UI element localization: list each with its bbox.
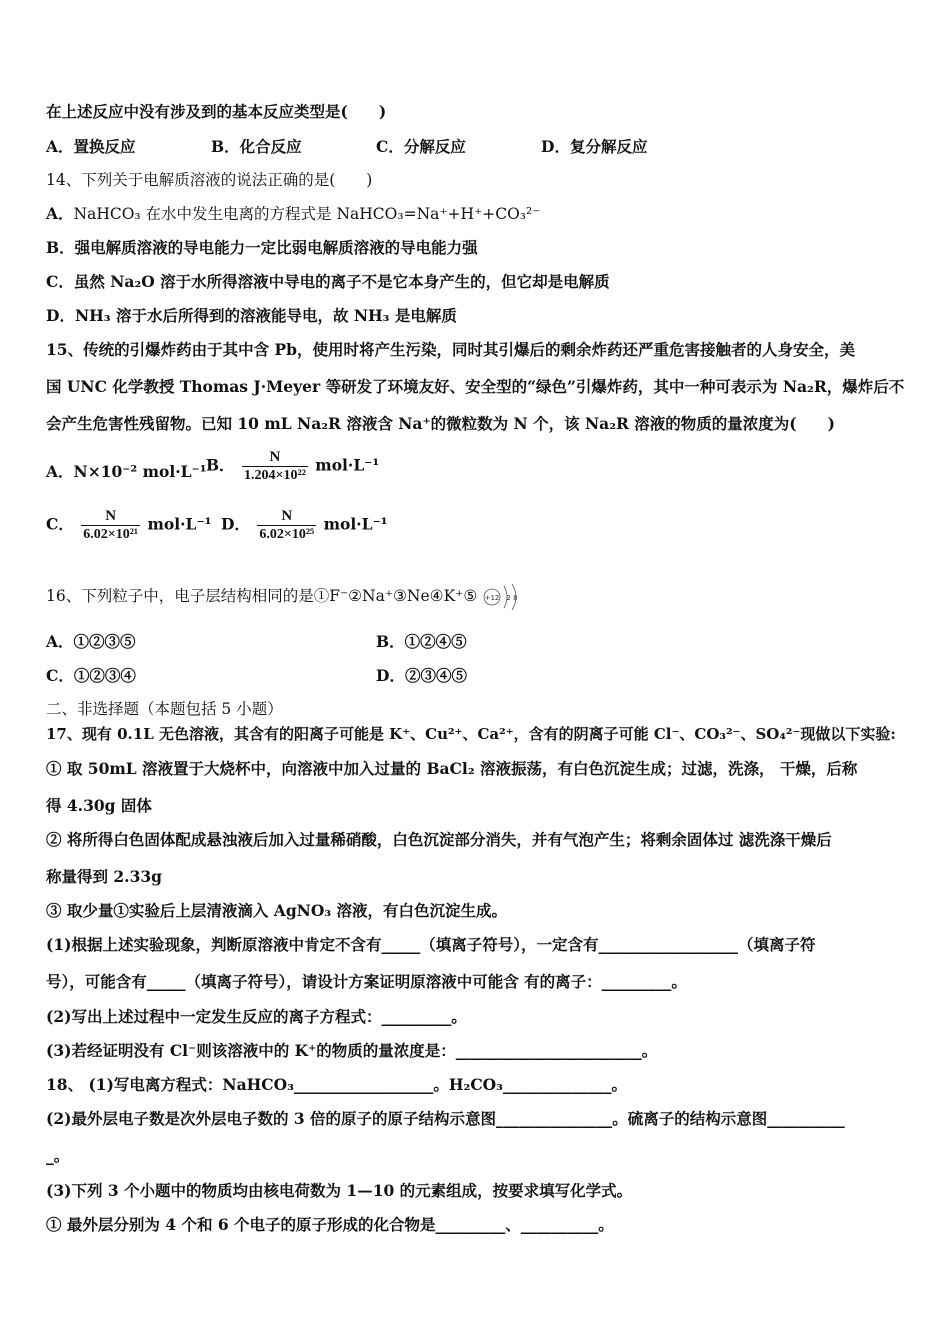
atom-nucleus-label: +12 [484, 594, 500, 602]
q15-option-d [221, 508, 388, 543]
q15-c-unit: mol·L⁻¹ [147, 514, 212, 534]
q15-line-2: 国 UNC 化学教授 Thomas J·Meyer 等研发了环境友好、安全型的“绿色”引爆炸药，其中一种可表示为 Na₂R，爆炸后不 [46, 377, 905, 396]
q18-line-3: _。 [46, 1146, 70, 1165]
q15-option-d-fraction [257, 508, 316, 543]
q15-option-b-fraction [242, 449, 308, 484]
q17-line-8: 号），可能含有_____（填离子符号），请设计方案证明原溶液中可能含 有的离子：_________。 [46, 972, 687, 991]
atom-shells-label: 2 8 [506, 594, 518, 602]
q18-line-4: (3)下列 3 个小题中的物质均由核电荷数为 1—10 的元素组成，按要求填写化学式。 [46, 1181, 633, 1200]
q17-line-4: ② 将所得白色固体配成悬浊液后加入过量稀硝酸，白色沉淀部分消失，并有气泡产生；将剩余固体过 滤洗涤干燥后 [46, 830, 832, 849]
q15-d-unit: mol·L⁻¹ [323, 514, 388, 534]
q14-option-c: C．虽然 Na₂O 溶于水所得溶液中导电的离子不是它本身产生的，但它却是电解质 [46, 272, 610, 291]
q16-stem-text: 16、下列粒子中，电子层结构相同的是①F⁻②Na⁺③Ne④K⁺⑤ [46, 587, 478, 605]
q17-line-1: 17、现有 0.1L 无色溶液，其含有的阳离子可能是 K⁺、Cu²⁺、Ca²⁺，含有的阴离子可能 Cl⁻、CO₃²⁻、SO₄²⁻现做以下实验: [46, 725, 896, 743]
q14-option-b: B．强电解质溶液的导电能力一定比弱电解质溶液的导电能力强 [46, 238, 478, 257]
q15-option-c-fraction [81, 508, 140, 543]
q13-option-b: B．化合反应 [211, 137, 302, 156]
q15-d-denominator: 6.02×10²⁵ [259, 527, 315, 542]
q15-option-a: A．N×10⁻² mol·L⁻¹ [46, 462, 207, 481]
q16-option-b: B．①②④⑤ [376, 632, 467, 651]
q15-option-b [206, 449, 379, 484]
q13-question: 在上述反应中没有涉及到的基本反应类型是( ) [46, 102, 387, 121]
q13-option-a: A．置换反应 [46, 137, 136, 156]
q17-line-3: 得 4.30g 固体 [46, 796, 152, 815]
q14-option-a [46, 203, 910, 225]
q16-option-d: D．②③④⑤ [376, 666, 467, 685]
q15-b-numerator: N [269, 449, 281, 465]
q15-line-3: 会产生危害性残留物。已知 10 mL Na₂R 溶液含 Na⁺的微粒数为 N 个，该 Na₂R 溶液的物质的量浓度为( ) [46, 414, 835, 433]
q15-c-numerator: N [105, 508, 117, 524]
q15-option-c [46, 508, 211, 543]
q17-line-10: (3)若经证明没有 Cl⁻则该溶液中的 K⁺的物质的量浓度是：________________________。 [46, 1041, 658, 1060]
q15-option-d-label: D． [221, 514, 250, 534]
q16-option-c: C．①②③④ [46, 666, 136, 685]
q15-b-denominator: 1.204×10²² [244, 468, 306, 483]
q17-line-6: ③ 取少量①实验后上层清液滴入 AgNO₃ 溶液，有白色沉淀生成。 [46, 901, 508, 920]
q15-b-unit: mol·L⁻¹ [315, 455, 380, 475]
q14-option-a-label: A． [46, 204, 74, 223]
q15-option-c-label: C． [46, 514, 74, 534]
q16-option-a: A．①②③⑤ [46, 632, 136, 651]
q18-line-5: ① 最外层分别为 4 个和 6 个电子的原子形成的化合物是_________、__________。 [46, 1215, 614, 1234]
q18-line-2: (2)最外层电子数是次外层电子数的 3 倍的原子的原子结构示意图_______________。硫离子的结构示意图__________ [46, 1109, 845, 1128]
q15-option-b-label: B． [206, 455, 235, 475]
q17-line-5: 称量得到 2.33g [46, 867, 162, 886]
q15-d-numerator: N [281, 508, 293, 524]
q15-line-1: 15、传统的引爆炸药由于其中含 Pb，使用时将产生污染，同时其引爆后的剩余炸药还严重危害接触者的人身安全，美 [46, 340, 855, 359]
q13-option-c: C．分解反应 [376, 137, 466, 156]
q14-option-a-text: NaHCO₃ 在水中发生电离的方程式是 NaHCO₃=Na⁺+H⁺+CO₃²⁻ [73, 205, 541, 223]
q14-stem: 14、下列关于电解质溶液的说法正确的是( ) [46, 171, 373, 189]
q13-option-d: D．复分解反应 [541, 137, 648, 156]
q16-stem [46, 582, 910, 612]
q15-c-denominator: 6.02×10²¹ [83, 527, 139, 542]
q18-line-1: 18、 (1)写电离方程式：NaHCO₃__________________。H₂CO₃______________。 [46, 1075, 627, 1094]
q17-line-2: ① 取 50mL 溶液置于大烧杯中，向溶液中加入过量的 BaCl₂ 溶液振荡，有白色沉淀生成；过滤，洗涤， 干燥，后称 [46, 759, 858, 778]
q17-line-9: (2)写出上述过程中一定发生反应的离子方程式：_________。 [46, 1007, 467, 1026]
q17-line-7: (1)根据上述实验现象，判断原溶液中肯定不含有_____（填离子符号），一定含有__________________（填离子符 [46, 935, 816, 954]
section-heading: 二、非选择题（本题包括 5 小题） [46, 700, 283, 718]
atom-structure-diagram [482, 582, 522, 612]
q14-option-d: D．NH₃ 溶于水后所得到的溶液能导电，故 NH₃ 是电解质 [46, 306, 457, 325]
